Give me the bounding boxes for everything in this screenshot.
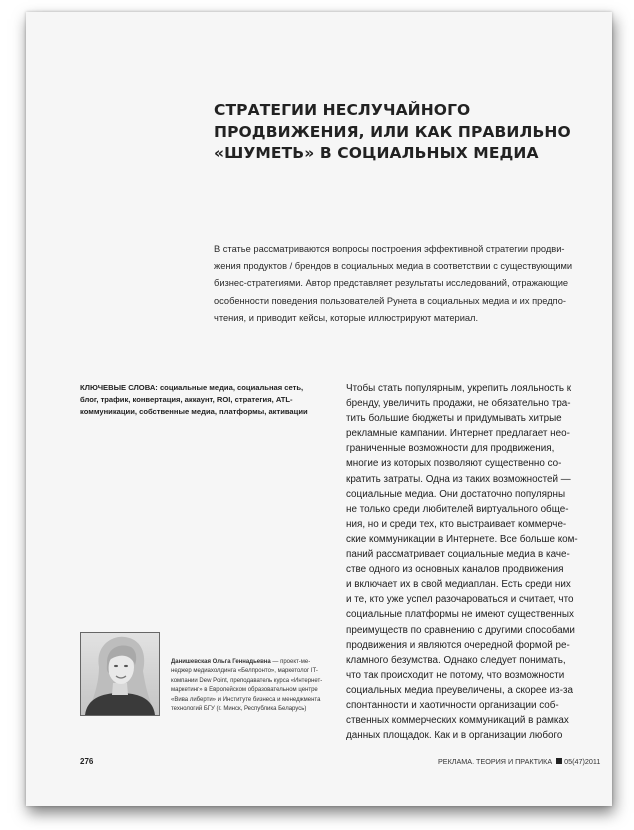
keywords-line	[80, 382, 330, 394]
journal-footer	[438, 757, 600, 766]
author-name: Данишевская Ольга Геннадьевна	[171, 659, 271, 665]
keywords-block	[80, 382, 330, 418]
keywords-line: блог, трафик, конвертация, аккаунт, ROI, стратегия, ATL-	[80, 395, 293, 404]
author-photo	[80, 632, 160, 716]
keywords-label: КЛЮЧЕВЫЕ СЛОВА:	[80, 383, 158, 392]
article-body	[346, 381, 594, 743]
body-line: тить большие бюджеты и придумывать хитрые	[346, 413, 562, 425]
body-line: социальные медиа. Они достаточно популярны	[346, 488, 566, 500]
body-line: что так происходит не потому, что возможности	[346, 669, 565, 681]
body-line: ния, но и среди тех, кто выстраивает коммерче-	[346, 518, 567, 530]
body-line: Чтобы стать популярным, укрепить лояльность к	[346, 383, 572, 394]
abstract-line: В статье рассматриваются вопросы построения эффективной стратегии продви-	[214, 244, 565, 254]
journal-issue: 05(47)2011	[564, 757, 601, 766]
body-line: кламного безумства. Однако следует понимать,	[346, 654, 566, 666]
journal-name: РЕКЛАМА. ТЕОРИЯ И ПРАКТИКА	[438, 757, 553, 766]
title-line: «ШУМЕТЬ» В СОЦИАЛЬНЫХ МЕДИА	[214, 144, 539, 162]
body-line: бренду, увеличить продажи, не обязательно тра-	[346, 398, 571, 410]
body-line: данных площадок. Как и в организации любого	[346, 730, 563, 742]
body-line: стве одного из основных каналов продвижения	[346, 564, 564, 576]
title-line: СТРАТЕГИИ НЕСЛУЧАЙНОГО	[214, 101, 471, 119]
author-line: технологий БГУ (г. Минск, Республика Беларусь)	[171, 706, 307, 713]
author-line: маркетинг» в Европейском образовательном центре	[171, 687, 318, 694]
page-number: 276	[80, 757, 94, 766]
keywords-line: коммуникации, собственные медиа, платформы, активации	[80, 407, 308, 416]
title-line: ПРОДВИЖЕНИЯ, ИЛИ КАК ПРАВИЛЬНО	[214, 122, 571, 141]
body-line: ственных коммерческих коммуникаций в рамках	[346, 715, 569, 727]
body-line: граниченные возможности для продвижения,	[346, 443, 555, 455]
body-line: социальных медиа преувеличены, а скорее из-за	[346, 684, 573, 696]
article-abstract	[214, 241, 600, 327]
author-bio-start: — проект-ме-	[270, 659, 311, 665]
abstract-line: чтения, и приводит кейсы, которые иллюстрируют материал.	[214, 312, 479, 323]
author-line: компании Dew Point, преподаватель курса «Интернет-	[171, 677, 323, 684]
body-line: продвижения и являются очередной формой ре-	[346, 639, 570, 651]
author-line	[171, 658, 331, 667]
author-line: «Вива либерти» и Институте бизнеса и менеджмента	[171, 696, 321, 703]
journal-page	[26, 12, 612, 806]
body-line: спонтанности и хаотичности организации соб-	[346, 699, 559, 711]
abstract-line: особенности поведения пользователей Рунета в социальных медиа и их предпо-	[214, 295, 566, 306]
body-line: социальные платформы не имеют существенных	[346, 609, 574, 621]
body-line: многие из которых позволяют существенно со-	[346, 458, 562, 470]
author-line: неджер медиахолдинга «Белпронто», маркетолог IT-	[171, 668, 318, 675]
body-line: и те, кто уже успел разочароваться и считает, что	[346, 594, 574, 606]
author-portrait-icon	[81, 633, 159, 715]
abstract-line: жения продуктов / брендов в социальных медиа в соответствии с существующими	[214, 261, 573, 272]
abstract-line: бизнес-стратегиями. Автор представляет результаты исследований, отражающие	[214, 278, 569, 289]
body-line: не только среди любителей виртуального обще-	[346, 503, 569, 515]
body-line: и включает их в свой медиаплан. Есть среди них	[346, 579, 571, 591]
body-line: ские коммуникации в Интернете. Все больше ком-	[346, 533, 578, 545]
author-info	[171, 658, 331, 714]
body-line: кратить затраты. Одна из таких возможностей —	[346, 473, 571, 485]
keywords-text: социальные медиа, социальная сеть,	[157, 383, 304, 392]
article-title	[214, 100, 594, 165]
black-square-icon	[556, 758, 562, 764]
body-line: паний рассматривает социальные медиа в каче-	[346, 549, 570, 561]
body-line: преимуществ по сравнению с другими способами	[346, 624, 575, 636]
body-line: рекламные кампании. Интернет предлагает нео-	[346, 428, 570, 440]
